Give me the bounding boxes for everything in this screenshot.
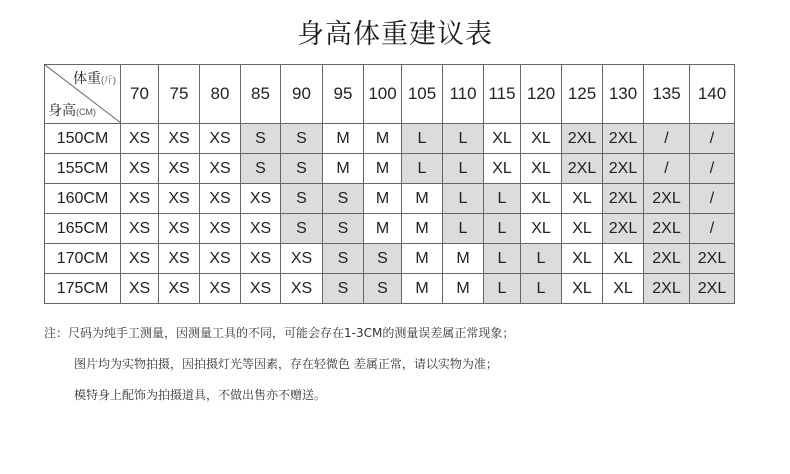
size-cell: XS xyxy=(281,274,323,304)
size-cell: M xyxy=(402,184,443,214)
size-cell: XS xyxy=(200,154,241,184)
size-cell: XL xyxy=(562,244,603,274)
size-cell: 2XL xyxy=(562,124,603,154)
size-cell: M xyxy=(402,214,443,244)
size-cell: S xyxy=(364,244,402,274)
height-cell: 175CM xyxy=(45,274,121,304)
weight-header xyxy=(73,68,116,88)
size-cell: XS xyxy=(121,154,159,184)
size-cell: XS xyxy=(159,124,200,154)
size-cell: XS xyxy=(200,274,241,304)
size-cell: XL xyxy=(484,154,521,184)
weight-header-cell: 100 xyxy=(364,65,402,124)
size-cell: XL xyxy=(484,124,521,154)
size-cell: M xyxy=(364,154,402,184)
size-cell: M xyxy=(323,154,364,184)
size-cell: L xyxy=(484,214,521,244)
size-cell: XS xyxy=(159,274,200,304)
size-cell: XL xyxy=(521,184,562,214)
weight-header-cell: 140 xyxy=(690,65,735,124)
size-cell: 2XL xyxy=(644,214,690,244)
size-cell: 2XL xyxy=(690,274,735,304)
size-cell: M xyxy=(323,124,364,154)
size-cell: 2XL xyxy=(644,274,690,304)
table-row xyxy=(45,244,735,274)
size-cell: M xyxy=(402,244,443,274)
size-cell: L xyxy=(443,124,484,154)
size-cell: XL xyxy=(521,214,562,244)
size-cell: 2XL xyxy=(690,244,735,274)
size-cell: M xyxy=(443,274,484,304)
size-cell: XS xyxy=(241,214,281,244)
weight-header-cell: 90 xyxy=(281,65,323,124)
table-row xyxy=(45,124,735,154)
weight-header-cell: 105 xyxy=(402,65,443,124)
size-cell: / xyxy=(690,184,735,214)
size-cell: XS xyxy=(200,124,241,154)
size-cell: L xyxy=(484,184,521,214)
size-cell: 2XL xyxy=(562,154,603,184)
corner-header-cell xyxy=(45,65,121,124)
size-cell: XL xyxy=(521,124,562,154)
size-cell: XS xyxy=(121,244,159,274)
size-cell: / xyxy=(644,124,690,154)
weight-header-cell: 95 xyxy=(323,65,364,124)
size-cell: XS xyxy=(121,184,159,214)
table-row xyxy=(45,214,735,244)
weight-header-cell: 70 xyxy=(121,65,159,124)
table-row xyxy=(45,154,735,184)
size-cell: / xyxy=(690,124,735,154)
size-cell: S xyxy=(241,154,281,184)
weight-header-cell: 125 xyxy=(562,65,603,124)
size-cell: / xyxy=(644,154,690,184)
size-cell: S xyxy=(323,184,364,214)
size-cell: XS xyxy=(241,274,281,304)
weight-unit: (斤) xyxy=(101,75,116,85)
size-cell: L xyxy=(443,154,484,184)
size-cell: 2XL xyxy=(603,124,644,154)
size-cell: XS xyxy=(121,274,159,304)
height-cell: 170CM xyxy=(45,244,121,274)
size-cell: L xyxy=(402,154,443,184)
size-cell: S xyxy=(323,274,364,304)
size-cell: S xyxy=(281,214,323,244)
height-header xyxy=(48,100,96,120)
size-cell: XL xyxy=(562,184,603,214)
size-cell: 2XL xyxy=(603,214,644,244)
weight-header-cell: 120 xyxy=(521,65,562,124)
size-cell: L xyxy=(521,274,562,304)
height-cell: 160CM xyxy=(45,184,121,214)
size-chart-body xyxy=(45,65,735,304)
size-cell: XS xyxy=(200,214,241,244)
size-cell: XS xyxy=(159,244,200,274)
height-cell: 150CM xyxy=(45,124,121,154)
note-line: 模特身上配饰为拍摄道具，不做出售亦不赠送。 xyxy=(74,388,327,402)
height-cell: 165CM xyxy=(45,214,121,244)
height-unit: (CM) xyxy=(76,107,96,117)
size-cell: M xyxy=(364,184,402,214)
weight-header-cell: 135 xyxy=(644,65,690,124)
weight-header-cell: 85 xyxy=(241,65,281,124)
size-cell: S xyxy=(323,244,364,274)
size-cell: XS xyxy=(121,214,159,244)
height-label: 身高 xyxy=(48,102,76,118)
size-cell: L xyxy=(484,274,521,304)
size-cell: L xyxy=(443,184,484,214)
size-cell: 2XL xyxy=(644,244,690,274)
size-cell: M xyxy=(443,244,484,274)
size-cell: XL xyxy=(603,274,644,304)
size-cell: / xyxy=(690,214,735,244)
weight-header-cell: 130 xyxy=(603,65,644,124)
height-cell: 155CM xyxy=(45,154,121,184)
note-line: 注：尺码为纯手工测量，因测量工具的不同，可能会存在1-3CM的测量误差属正常现象； xyxy=(44,326,515,340)
size-cell: S xyxy=(241,124,281,154)
size-cell: M xyxy=(364,124,402,154)
size-cell: S xyxy=(323,214,364,244)
size-cell: L xyxy=(521,244,562,274)
weight-header-cell: 75 xyxy=(159,65,200,124)
size-cell: XS xyxy=(241,244,281,274)
header-row xyxy=(45,65,735,124)
size-cell: M xyxy=(402,274,443,304)
size-cell: / xyxy=(690,154,735,184)
size-cell: XS xyxy=(241,184,281,214)
size-cell: XS xyxy=(281,244,323,274)
size-cell: XS xyxy=(159,184,200,214)
size-cell: XL xyxy=(562,274,603,304)
size-cell: XL xyxy=(603,244,644,274)
weight-header-cell: 115 xyxy=(484,65,521,124)
table-row xyxy=(45,274,735,304)
size-cell: M xyxy=(364,214,402,244)
size-cell: 2XL xyxy=(603,184,644,214)
size-cell: XS xyxy=(159,154,200,184)
size-cell: XS xyxy=(159,214,200,244)
note-line: 图片均为实物拍摄，因拍摄灯光等因素，存在轻微色 差属正常，请以实物为准； xyxy=(74,357,498,371)
weight-header-cell: 110 xyxy=(443,65,484,124)
size-cell: 2XL xyxy=(644,184,690,214)
size-cell: XS xyxy=(200,184,241,214)
size-cell: XL xyxy=(521,154,562,184)
size-cell: XS xyxy=(121,124,159,154)
size-chart-table xyxy=(44,64,735,304)
size-cell: XL xyxy=(562,214,603,244)
size-cell: S xyxy=(364,274,402,304)
size-cell: S xyxy=(281,184,323,214)
table-row xyxy=(45,184,735,214)
size-cell: XS xyxy=(200,244,241,274)
size-cell: S xyxy=(281,124,323,154)
size-cell: L xyxy=(484,244,521,274)
page-title: 身高体重建议表 xyxy=(297,19,493,50)
size-cell: L xyxy=(402,124,443,154)
size-cell: L xyxy=(443,214,484,244)
weight-label: 体重 xyxy=(73,70,101,86)
notes-section xyxy=(44,318,764,411)
size-cell: S xyxy=(281,154,323,184)
size-cell: 2XL xyxy=(603,154,644,184)
weight-header-cell: 80 xyxy=(200,65,241,124)
